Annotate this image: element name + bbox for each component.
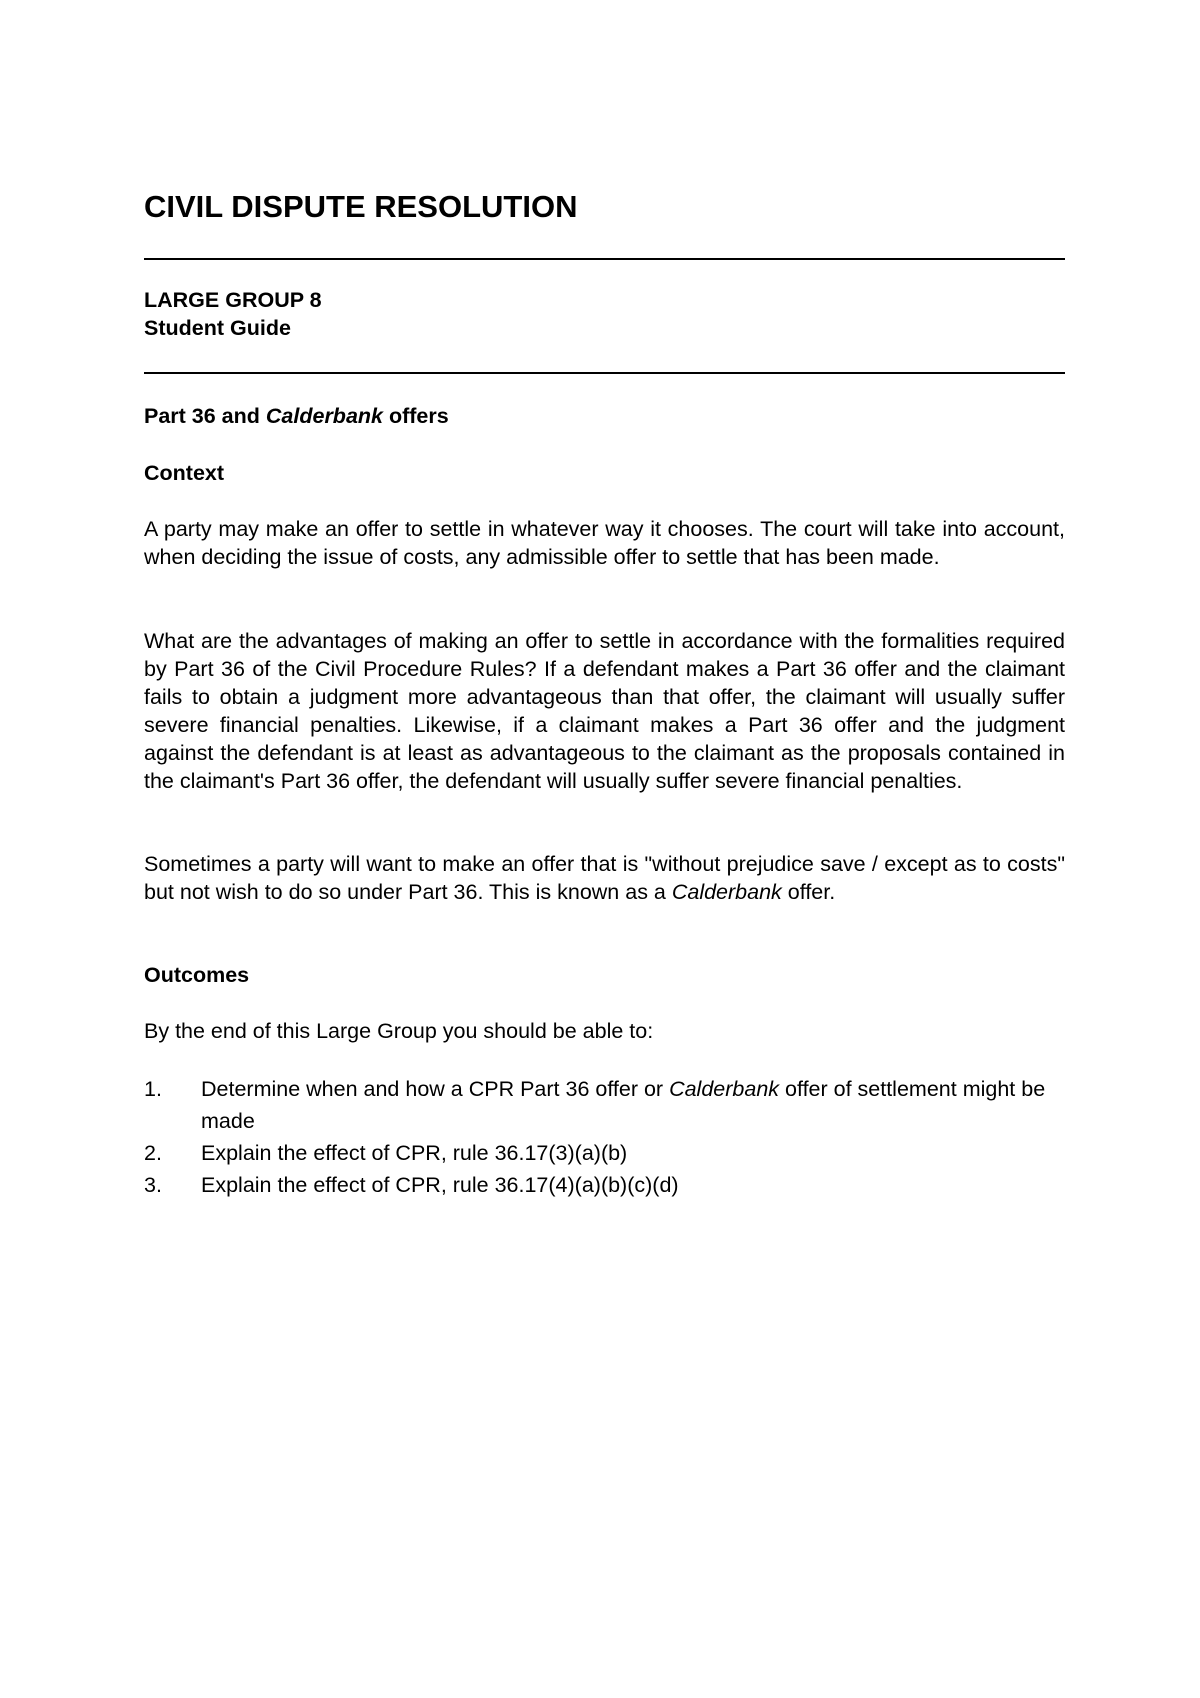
outcomes-intro: By the end of this Large Group you should be able to: bbox=[144, 1019, 654, 1043]
outcome-item bbox=[144, 1169, 1065, 1201]
guide-label: Student Guide bbox=[144, 316, 291, 340]
topic-heading-italic: Calderbank bbox=[265, 404, 383, 428]
context-heading: Context bbox=[144, 461, 225, 485]
outcome-text-suffix: offer of settlement might be made bbox=[201, 1077, 1046, 1133]
bottom-divider bbox=[144, 372, 1065, 374]
top-divider bbox=[144, 258, 1065, 260]
context-paragraph-3-italic: Calderbank bbox=[671, 880, 782, 904]
outcome-item bbox=[144, 1137, 1065, 1169]
group-label: LARGE GROUP 8 bbox=[144, 288, 322, 312]
context-paragraph-2: What are the advantages of making an offer to settle in accordance with the formalities required by Part 36 of the Civil Procedure Rules? If a defendant makes a Part 36 offer and the claimant fails to obtain a judgment more advantageous than that offer, the claimant will usually suffer severe financial penalties. Likewise, if a claimant makes a Part 36 offer and the judgment against the defendant is at least as advantageous to the claimant as the proposals contained in the claimant's Part 36 offer, the defendant will usually suffer severe financial penalties. bbox=[144, 629, 1065, 793]
topic-heading-prefix: Part 36 and bbox=[144, 404, 266, 428]
outcome-text-prefix: Explain the effect of CPR, rule 36.17(4)(a)(b)(c)(d) bbox=[201, 1173, 679, 1197]
topic-heading-suffix: offers bbox=[383, 404, 449, 428]
context-paragraph-1: A party may make an offer to settle in whatever way it chooses. The court will take into account, when deciding the issue of costs, any admissible offer to settle that has been made. bbox=[144, 517, 1065, 569]
outcomes-heading: Outcomes bbox=[144, 963, 250, 987]
document-page bbox=[144, 0, 1065, 1698]
outcome-number: 1. bbox=[144, 1077, 162, 1101]
context-paragraph-3-prefix: Sometimes a party will want to make an offer that is "without prejudice save / except as to costs" but not wish to do so under Part 36. This is known as a bbox=[144, 852, 1065, 904]
context-paragraph-3 bbox=[144, 850, 1065, 906]
outcome-text-prefix: Determine when and how a CPR Part 36 offer or bbox=[201, 1077, 670, 1101]
outcome-text-prefix: Explain the effect of CPR, rule 36.17(3)(a)(b) bbox=[201, 1141, 628, 1165]
context-paragraph-3-suffix: offer. bbox=[781, 880, 836, 904]
outcomes-list bbox=[144, 1073, 1065, 1201]
topic-heading bbox=[144, 402, 449, 430]
outcome-number: 3. bbox=[144, 1173, 162, 1197]
document-title: CIVIL DISPUTE RESOLUTION bbox=[144, 189, 578, 224]
outcome-item bbox=[144, 1073, 1065, 1137]
outcome-number: 2. bbox=[144, 1141, 162, 1165]
outcome-text-italic: Calderbank bbox=[669, 1077, 780, 1101]
